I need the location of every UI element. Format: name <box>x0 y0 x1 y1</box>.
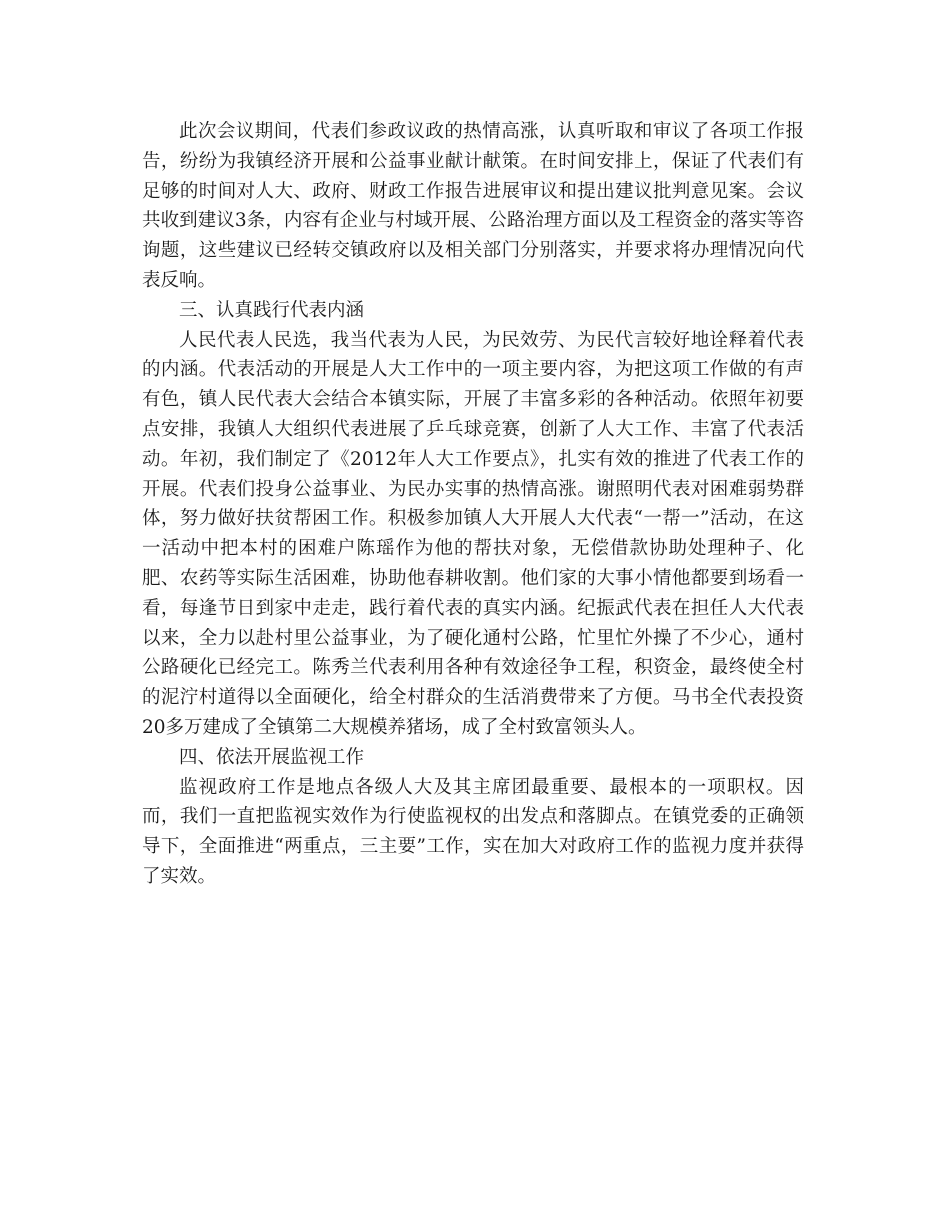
section-heading-4: 四、依法开展监视工作 <box>179 746 365 768</box>
paragraph-meeting-summary: 此次会议期间，代表们参政议政的热情高涨，认真听取和审议了各项工作报告，纷纷为我镇经济开展和公益事业献计献策。在时间安排上，保证了代表们有足够的时间对人大、政府、财政工作报告进展审议和提出建议批判意见案。会议共收到建议3条，内容有企业与村域开展、公路治理方面以及工程资金的落实等咨询题，这些建议已经转交镇政府以及相关部门分别落实，并要求将办理情况向代表反响。 <box>142 121 804 291</box>
document-page <box>142 117 804 892</box>
section-heading-3: 三、认真践行代表内涵 <box>179 299 365 321</box>
paragraph-deputy-activities: 人民代表人民选，我当代表为人民，为民效劳、为民代言较好地诠释着代表的内涵。代表活动的开展是人大工作中的一项主要内容，为把这项工作做的有声有色，镇人民代表大会结合本镇实际，开展了丰富多彩的各种活动。依照年初要点安排，我镇人大组织代表进展了乒乓球竞赛，创新了人大工作、丰富了代表活动。年初，我们制定了《2012年人大工作要点》，扎实有效的推进了代表工作的开展。代表们投身公益事业、为民办实事的热情高涨。谢照明代表对困难弱势群体，努力做好扶贫帮困工作。积极参加镇人大开展人大代表“一帮一”活动，在这一活动中把本村的困难户陈瑶作为他的帮扶对象，无偿借款协助处理种子、化肥、农药等实际生活困难，协助他春耕收割。他们家的大事小情他都要到场看一看，每逢节日到家中走走，践行着代表的真实内涵。纪振武代表在担任人大代表以来，全力以赴村里公益事业，为了硬化通村公路，忙里忙外操了不少心，通村公路硬化已经完工。陈秀兰代表利用各种有效途径争工程，积资金，最终使全村的泥泞村道得以全面硬化，给全村群众的生活消费带来了方便。马书全代表投资20多万建成了全镇第二大规模养猪场，成了全村致富领头人。 <box>142 329 804 738</box>
paragraph-supervision: 监视政府工作是地点各级人大及其主席团最重要、最根本的一项职权。因而，我们一直把监视实效作为行使监视权的出发点和落脚点。在镇党委的正确领导下，全面推进“两重点，三主要”工作，实在加大对政府工作的监视力度并获得了实效。 <box>142 776 804 887</box>
